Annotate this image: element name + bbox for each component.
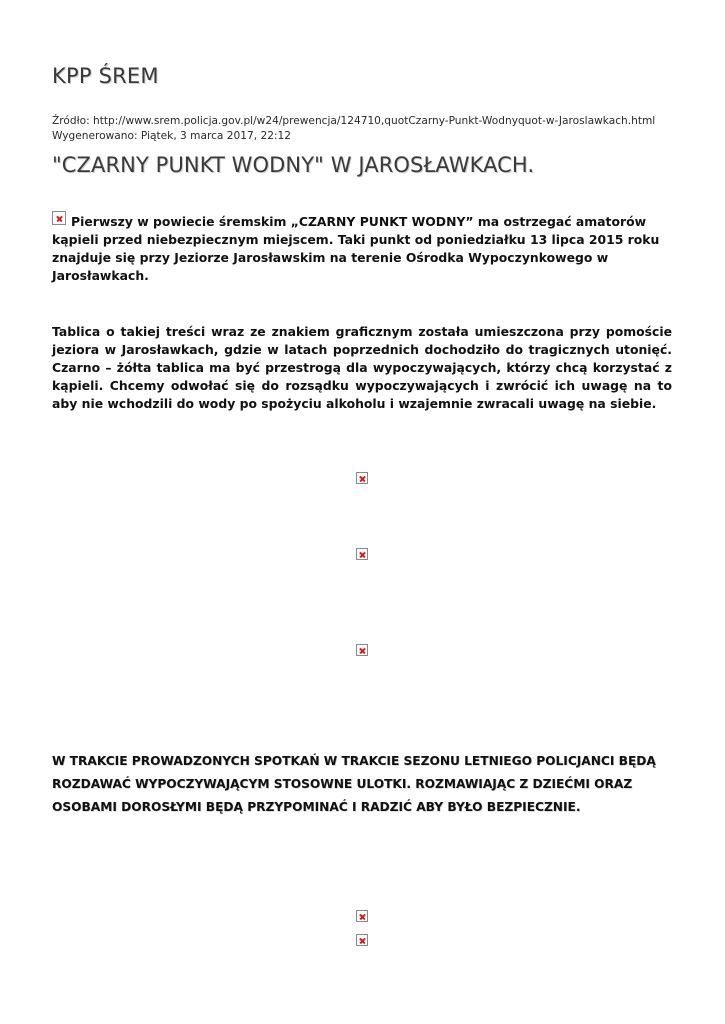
paragraph-1-text: Pierwszy w powiecie śremskim „CZARNY PUNKT WODNY” ma ostrzegać amatorów kąpieli przed niebezpiecznym miejscem. Taki punkt od poniedziałku 13 lipca 2015 roku znajduje się przy Jeziorze Jarosławskim na terenie Ośrodka Wypoczynkowego w Jarosławkach.	[52, 214, 660, 283]
broken-image-icon	[356, 644, 368, 656]
broken-image-icon	[356, 472, 368, 484]
article-paragraph-1	[52, 213, 672, 285]
article-paragraph-3: W TRAKCIE PROWADZONYCH SPOTKAŃ W TRAKCIE SEZONU LETNIEGO POLICJANCI BĘDĄ ROZDAWAĆ WYPOCZYWAJĄCYM STOSOWNE ULOTKI. ROZMAWIAJĄC Z DZIEĆMI ORAZ OSOBAMI DOROSŁYMI BĘDĄ PRZYPOMINAĆ I RADZIĆ ABY BYŁO BEZPIECZNIE.	[52, 754, 656, 814]
source-line: Źródło: http://www.srem.policja.gov.pl/w24/prewencja/124710,quotCzarny-Punkt-Wodnyquot-w-Jaroslawkach.html	[52, 115, 656, 127]
broken-image-icon	[356, 910, 368, 922]
broken-image-icon	[52, 211, 66, 225]
site-name: KPP ŚREM	[52, 64, 159, 88]
article-title: "CZARNY PUNKT WODNY" W JAROSŁAWKACH.	[52, 153, 535, 177]
broken-image-icon	[356, 934, 368, 946]
broken-image-icon	[356, 548, 368, 560]
article-paragraph-2: Tablica o takiej treści wraz ze znakiem graficznym została umieszczona przy pomoście jeziora w Jarosławkach, gdzie w latach poprzednich dochodziło do tragicznych utonięć. Czarno – żółta tablica ma być przestrogą dla wypoczywających, którzy chcą korzystać z kąpieli. Chcemy odwołać się do rozsądku wypoczywających i zwrócić ich uwagę na to aby nie wchodzili do wody po spożyciu alkoholu i wzajemnie zwracali uwagę na siebie.	[52, 324, 672, 411]
generated-line: Wygenerowano: Piątek, 3 marca 2017, 22:12	[52, 130, 292, 142]
